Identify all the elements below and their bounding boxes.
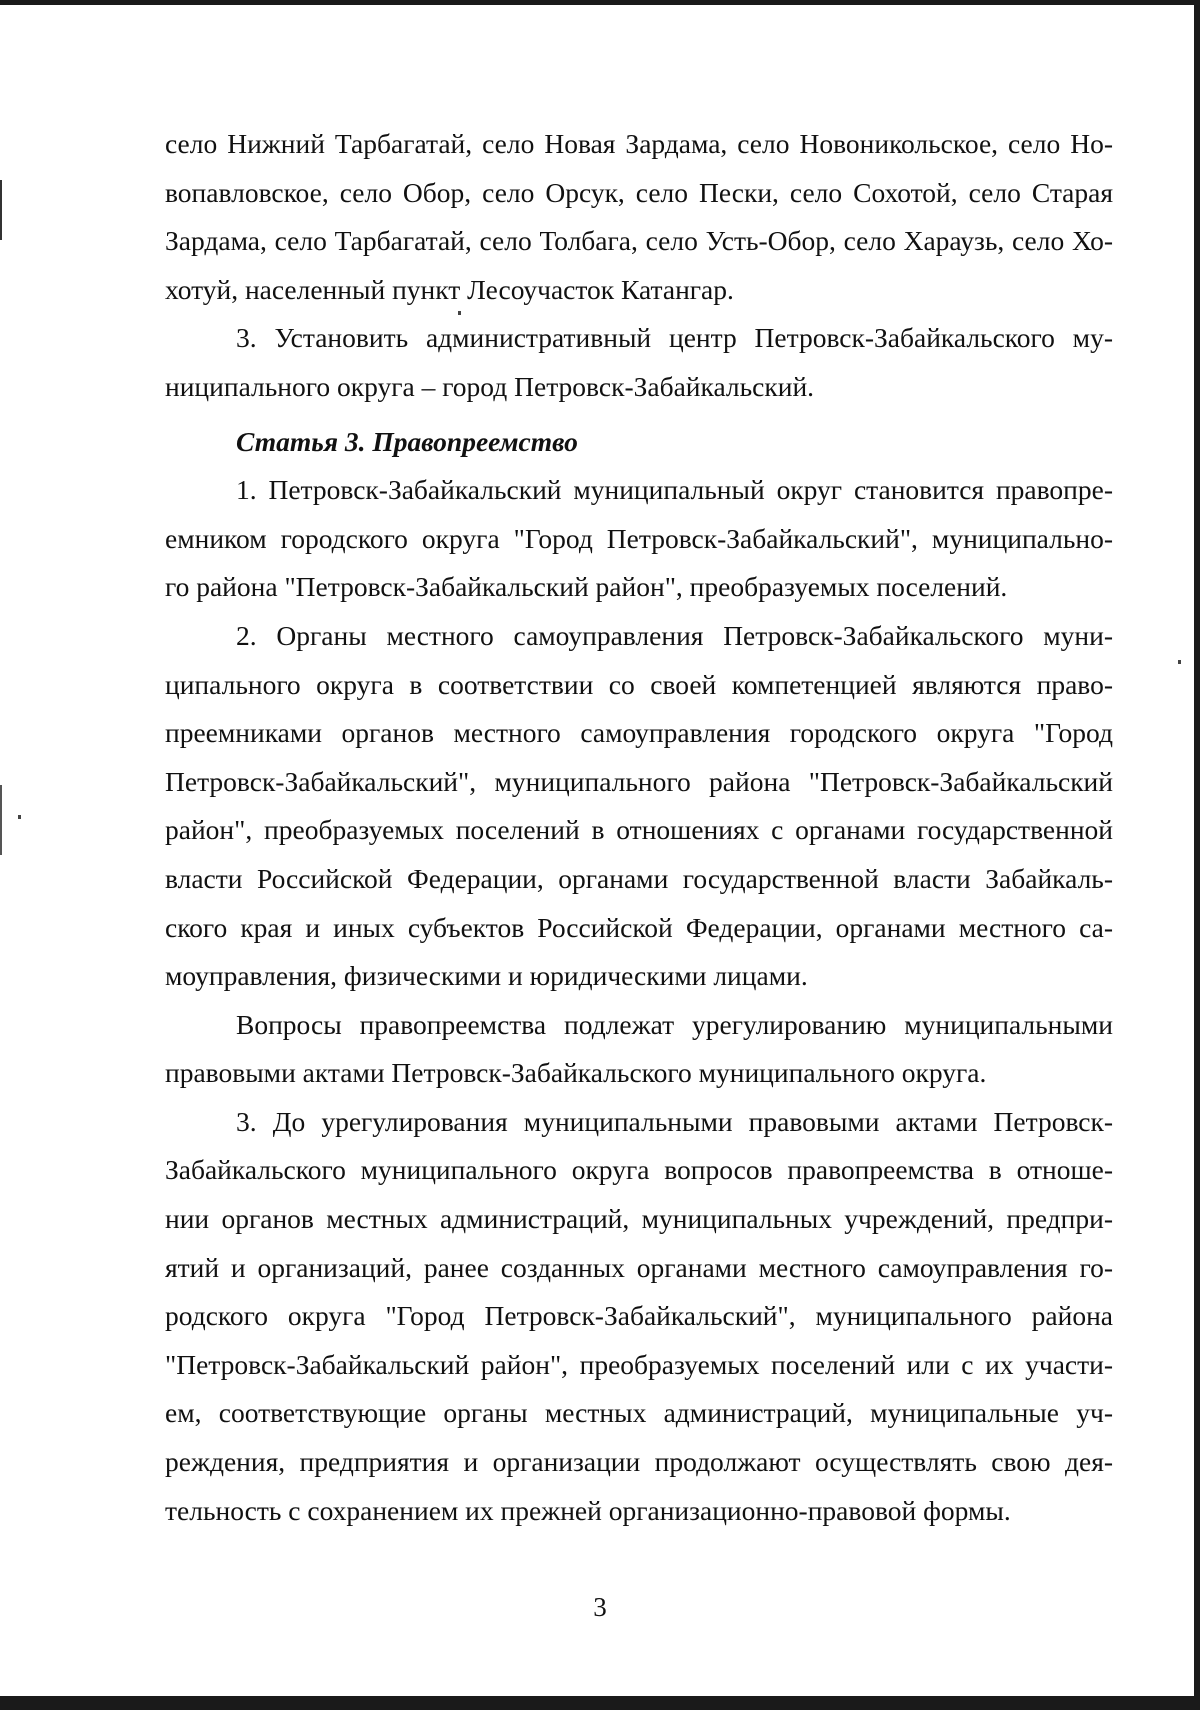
text-line: хотуй, населенный пункт Лесоучасток Катангар. bbox=[165, 273, 734, 305]
text-line: вопавловское, село Обор, село Орсук, село Пески, село Сохотой, село Старая bbox=[165, 176, 1113, 208]
text-line: реждения, предприятия и организации продолжают осуществлять свою дея- bbox=[165, 1446, 1113, 1478]
text-line: ниципального округа – город Петровск-Забайкальский. bbox=[165, 370, 815, 402]
text-line: 3. Установить административный центр Петровск-Забайкальского му- bbox=[236, 322, 1113, 354]
scan-artifact-mark bbox=[0, 180, 2, 240]
scan-artifact-dot bbox=[1178, 660, 1181, 664]
text-line: ского края и иных субъектов Российской Федерации, органами местного са- bbox=[165, 911, 1113, 943]
text-line: Зардама, село Тарбагатай, село Толбага, село Усть-Обор, село Хараузь, село Хо- bbox=[165, 225, 1113, 257]
text-line: ятий и организаций, ранее созданных органами местного самоуправления го- bbox=[165, 1251, 1113, 1283]
text-line: ципального округа в соответствии со своей компетенцией являются право- bbox=[165, 668, 1113, 700]
text-line: район", преобразуемых поселений в отношениях с органами государственной bbox=[165, 814, 1113, 846]
paragraph-item-3-admin-center bbox=[165, 314, 1113, 411]
page-number: 3 bbox=[593, 1592, 607, 1622]
scan-border-bottom bbox=[0, 1696, 1200, 1710]
scan-border-top bbox=[0, 0, 1200, 5]
text-line: моуправления, физическими и юридическими лицами. bbox=[165, 960, 808, 992]
text-line: Забайкальского муниципального округа вопросов правопреемства в отноше- bbox=[165, 1154, 1113, 1186]
article-heading: Статья 3. Правопреемство bbox=[236, 425, 578, 457]
text-line: преемниками органов местного самоуправления городского округа "Город bbox=[165, 717, 1113, 749]
text-line: тельность с сохранением их прежней организационно-правовой формы. bbox=[165, 1494, 1011, 1526]
text-line: "Петровск-Забайкальский район", преобразуемых поселений или с их участи- bbox=[165, 1348, 1113, 1380]
paragraph-article-3-item-3 bbox=[165, 1098, 1113, 1535]
paragraph-settlements-continued bbox=[165, 120, 1113, 314]
text-line: правовыми актами Петровск-Забайкальского муниципального округа. bbox=[165, 1057, 987, 1089]
text-line: 2. Органы местного самоуправления Петровск-Забайкальского муни- bbox=[236, 619, 1113, 651]
text-line: 3. До урегулирования муниципальными правовыми актами Петровск- bbox=[236, 1105, 1113, 1137]
scan-artifact-mark bbox=[0, 785, 2, 855]
text-line: родского округа "Город Петровск-Забайкальский", муниципального района bbox=[165, 1300, 1113, 1332]
text-line: Вопросы правопреемства подлежат урегулированию муниципальными bbox=[236, 1008, 1113, 1040]
text-line: 1. Петровск-Забайкальский муниципальный округ становится правопре- bbox=[236, 474, 1113, 506]
paragraph-article-3-item-1 bbox=[165, 466, 1113, 612]
scan-border-right bbox=[1194, 0, 1200, 1710]
text-line: нии органов местных администраций, муниципальных учреждений, предпри- bbox=[165, 1203, 1113, 1235]
paragraph-article-3-succession-questions bbox=[165, 1001, 1113, 1098]
text-line: го района "Петровск-Забайкальский район", преобразуемых поселений. bbox=[165, 571, 1008, 603]
scan-artifact-dot bbox=[18, 815, 21, 819]
paragraph-article-3-item-2 bbox=[165, 612, 1113, 1001]
text-line: власти Российской Федерации, органами государственной власти Забайкаль- bbox=[165, 862, 1113, 894]
text-line: ем, соответствующие органы местных администраций, муниципальные уч- bbox=[165, 1397, 1113, 1429]
text-line: село Нижний Тарбагатай, село Новая Зардама, село Новоникольское, село Но- bbox=[165, 128, 1113, 159]
text-line: емником городского округа "Город Петровск-Забайкальский", муниципально- bbox=[165, 522, 1113, 554]
document-body bbox=[165, 120, 1113, 1535]
text-line: Петровск-Забайкальский", муниципального района "Петровск-Забайкальский bbox=[165, 765, 1113, 797]
